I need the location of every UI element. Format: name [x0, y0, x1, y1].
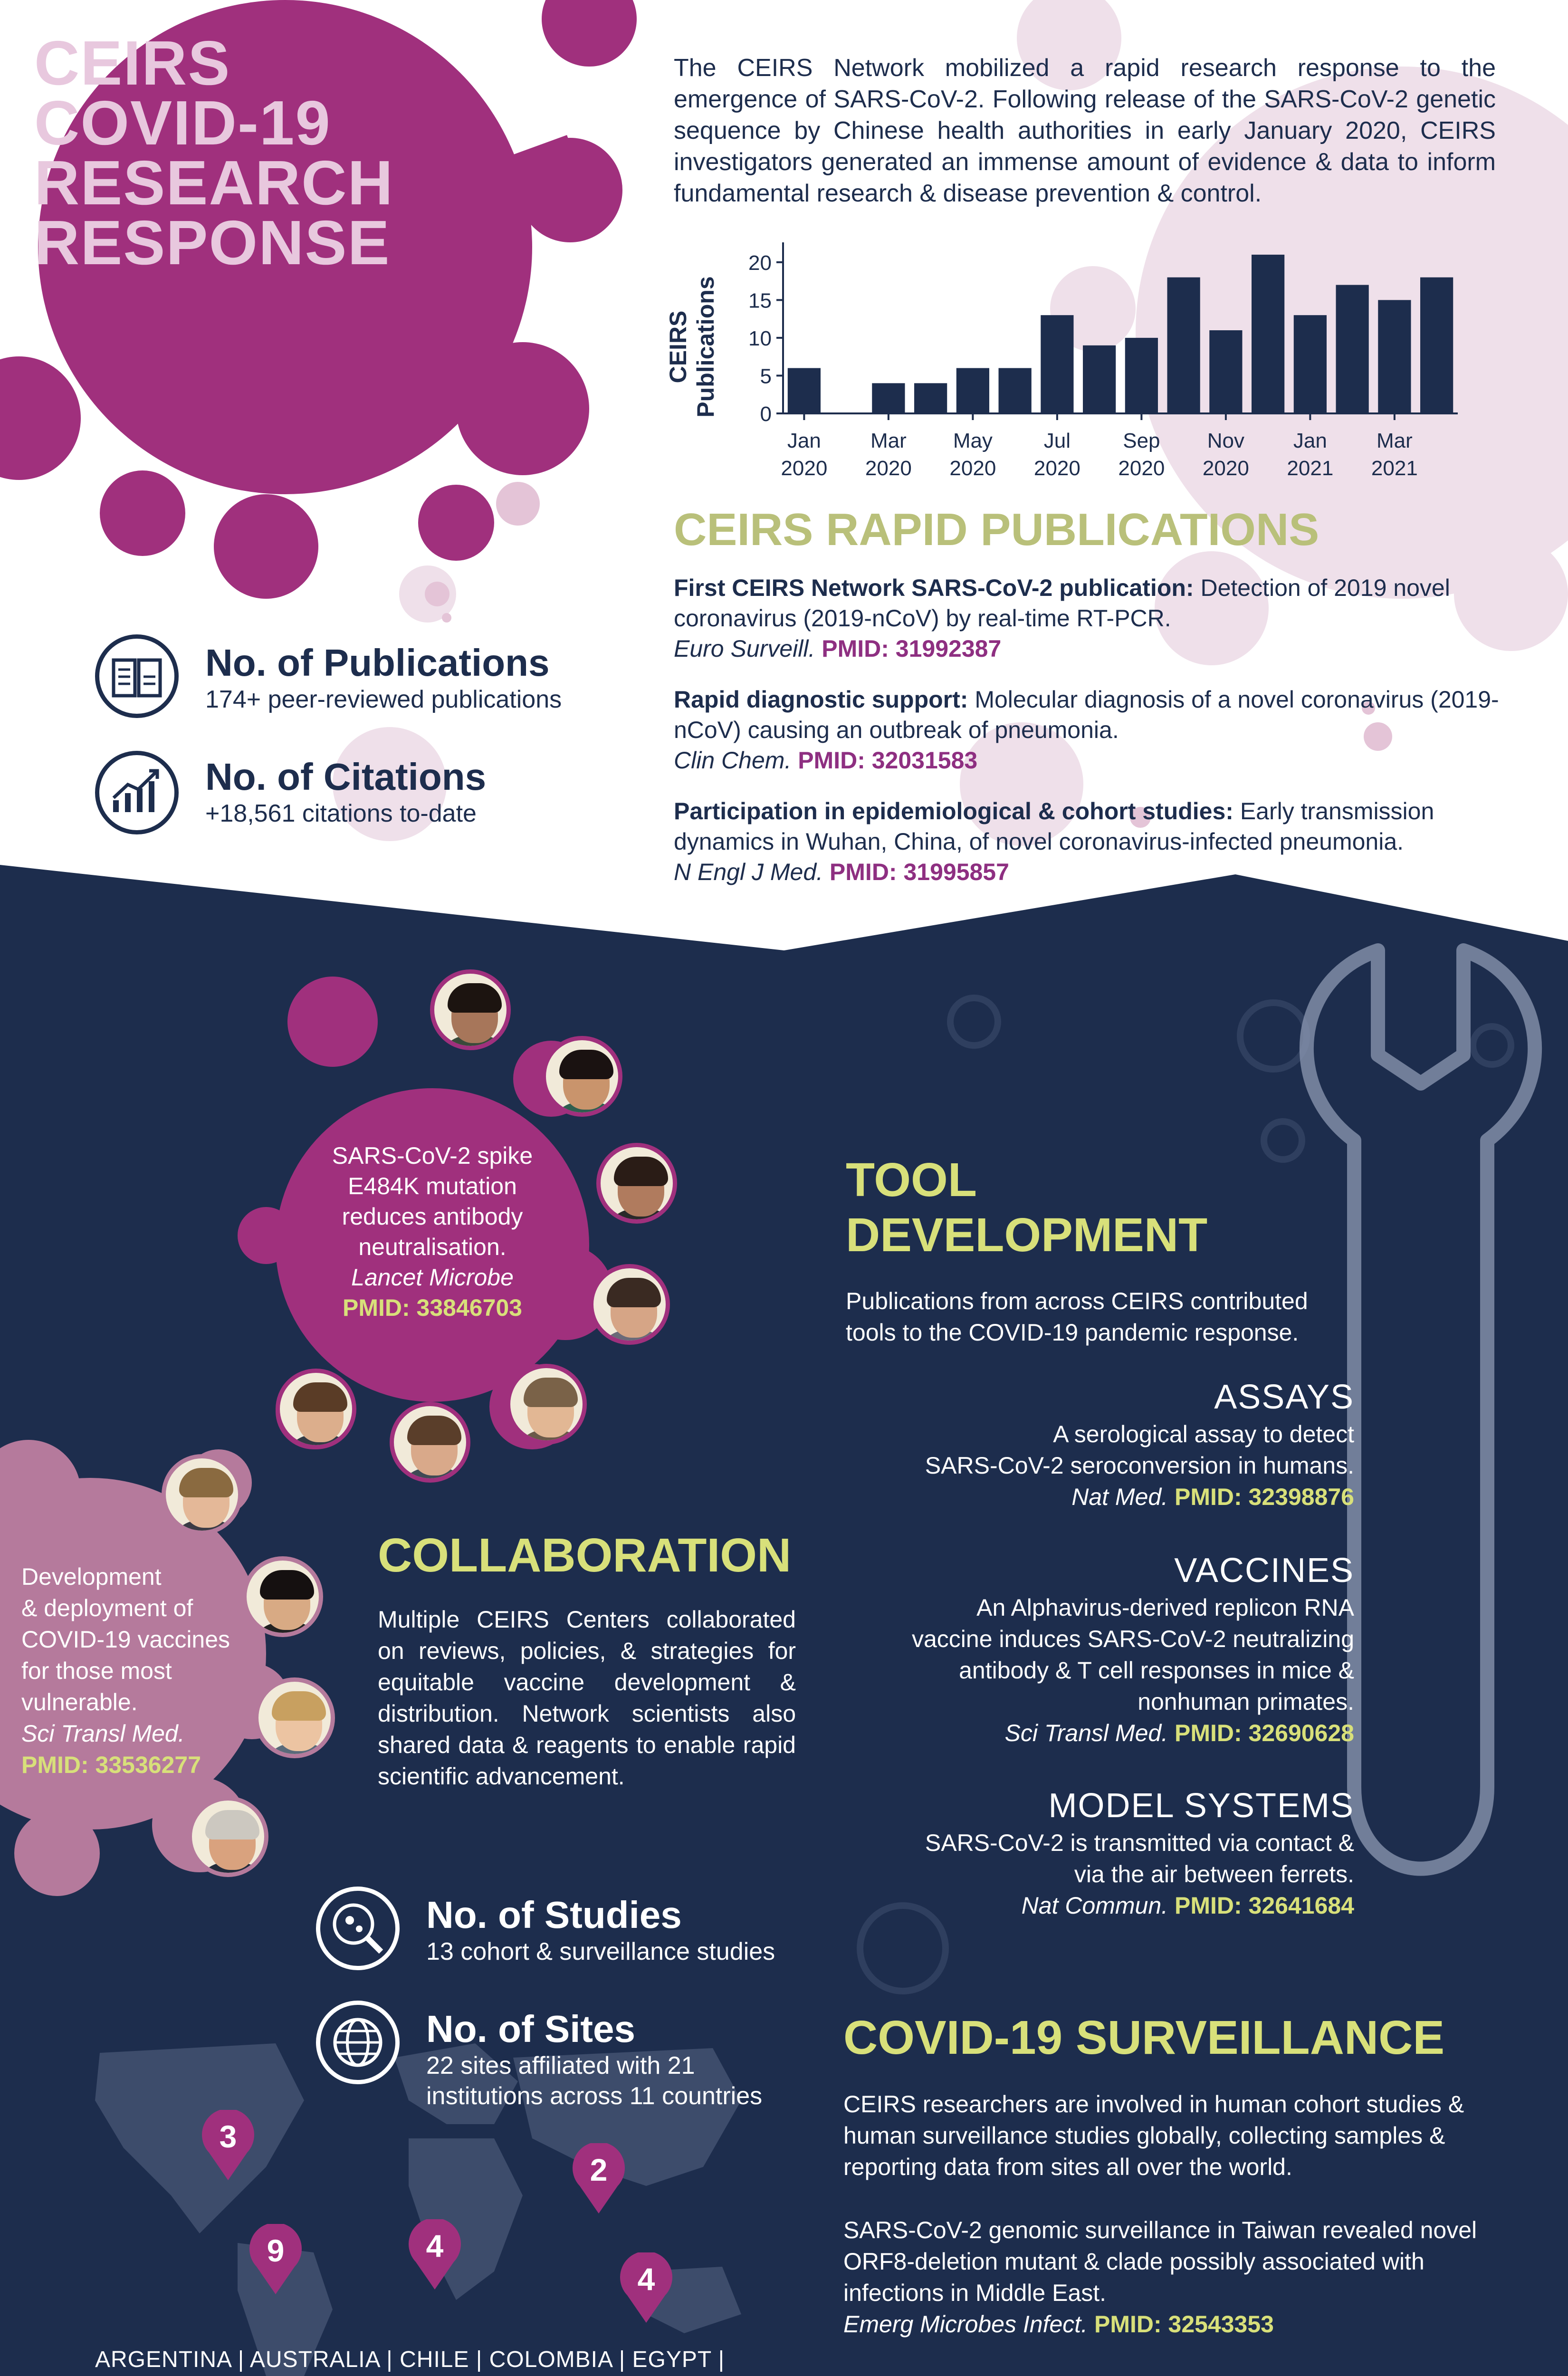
- avatar: [390, 1402, 470, 1483]
- chart-bar: [1041, 315, 1073, 413]
- virus-magnifier-icon: [316, 1887, 400, 1970]
- surveillance-heading: COVID-19 SURVEILLANCE: [843, 2011, 1445, 2064]
- chart-bar: [1252, 255, 1284, 413]
- avatar: [506, 1364, 587, 1445]
- chart-bar: [1167, 278, 1200, 413]
- tools-section-model-systems: MODEL SYSTEMS SARS-CoV-2 is transmitted via contact & via the air between ferrets. Nat Commun. PMID: 32641684: [760, 1784, 1354, 1921]
- x-tick-label: 2020: [949, 457, 996, 480]
- stat-citations: [205, 756, 633, 829]
- chart-bar: [914, 383, 947, 413]
- map-pin: 2: [570, 2143, 627, 2214]
- publication-item: Rapid diagnostic support: Molecular diagnosis of a novel coronavirus (2019-nCoV) causing an outbreak of pneumonia. Clin Chem. PMID: 32031583: [674, 686, 1499, 774]
- tools-heading: TOOL DEVELOPMENT: [846, 1153, 1208, 1262]
- stat-studies: [426, 1894, 854, 1967]
- map-pin: 9: [247, 2224, 304, 2295]
- collaboration-heading: COLLABORATION: [378, 1529, 792, 1582]
- stat-studies-heading: No. of Studies: [426, 1894, 682, 1936]
- publication-item: Participation in epidemiological & cohort studies: Early transmission dynamics in Wuhan, China, of novel coronavirus-infected pneumonia. N Engl J Med. PMID: 31995857: [674, 798, 1434, 885]
- y-tick-label: 0: [760, 402, 772, 426]
- avatar: [188, 1796, 268, 1877]
- stat-sites-sub: 22 sites affiliated with 21 institutions across 11 countries: [426, 2052, 763, 2110]
- surveillance-p2: SARS-CoV-2 genomic surveillance in Taiwan revealed novel ORF8-deletion mutant & clade possibly associated with infections in Middle East. Emerg Microbes Infect. PMID: 32543353: [843, 2217, 1477, 2338]
- x-tick-label: 2020: [865, 457, 912, 480]
- chart-bar: [999, 368, 1032, 413]
- x-tick-label: Sep: [1123, 429, 1160, 452]
- section-heading: VACCINES: [1174, 1552, 1354, 1590]
- avatar: [596, 1143, 677, 1224]
- book-icon: [95, 634, 179, 718]
- chart-bar: [1294, 315, 1327, 413]
- x-tick-label: 2020: [1033, 457, 1080, 480]
- stat-sites-heading: No. of Sites: [426, 2008, 636, 2050]
- chart-bar: [1378, 300, 1411, 413]
- chart-bar: [1420, 278, 1453, 413]
- x-tick-label: Mar: [870, 429, 907, 452]
- y-tick-label: 5: [760, 364, 772, 388]
- chart-bar: [872, 383, 905, 413]
- x-tick-label: Nov: [1207, 429, 1244, 452]
- stat-publications-heading: No. of Publications: [205, 642, 550, 684]
- x-tick-label: Mar: [1376, 429, 1413, 452]
- stat-citations-heading: No. of Citations: [205, 756, 487, 798]
- x-tick-label: 2021: [1371, 457, 1418, 480]
- publications-heading: CEIRS RAPID PUBLICATIONS: [674, 504, 1319, 555]
- page-title: CEIRS COVID-19 RESEARCH RESPONSE: [34, 28, 394, 278]
- intro-paragraph: The CEIRS Network mobilized a rapid research response to the emergence of SARS-CoV-2. Following release of the SARS-CoV-2 genetic sequence by Chinese health authorities in early January 2020, CEIRS investigators generated an immense amount of evidence & data to inform fundamental research & disease prevention & control.: [674, 54, 1496, 207]
- publications-chart: [665, 228, 1496, 494]
- section-heading: MODEL SYSTEMS: [1048, 1787, 1354, 1825]
- growth-chart-icon: [95, 751, 179, 834]
- avatar: [162, 1454, 242, 1535]
- x-tick-label: Jan: [1293, 429, 1327, 452]
- x-tick-label: May: [953, 429, 993, 452]
- map-pin: 4: [406, 2219, 463, 2290]
- chart-plot: [674, 228, 1496, 494]
- collaboration-text: Multiple CEIRS Centers collaborated on reviews, policies, & strategies for equitable vaccine development & distribution. Network scientists also shared data & reagents to enable rapid scientific advancement.: [378, 1606, 796, 1790]
- chart-bar: [788, 368, 821, 413]
- chart-bar: [1336, 285, 1369, 413]
- x-tick-label: Jul: [1043, 429, 1071, 452]
- x-tick-label: 2020: [1202, 457, 1249, 480]
- x-tick-label: 2021: [1287, 457, 1334, 480]
- y-tick-label: 10: [748, 326, 772, 350]
- surveillance-p1: CEIRS researchers are involved in human cohort studies & human surveillance studies globally, collecting samples & reporting data from sites all over the world.: [843, 2091, 1464, 2180]
- publication-item: First CEIRS Network SARS-CoV-2 publication: Detection of 2019 novel coronavirus (2019-nCoV) by real-time RT-PCR. Euro Surveill. PMID: 31992387: [674, 575, 1450, 662]
- tools-section-vaccines: VACCINES An Alphavirus-derived replicon RNA vaccine induces SARS-CoV-2 neutralizing antibody & T cell responses in mice & nonhuman primates. Sci Transl Med. PMID: 32690628: [760, 1549, 1354, 1749]
- stat-studies-sub: 13 cohort & surveillance studies: [426, 1938, 775, 1965]
- avatar: [242, 1556, 323, 1637]
- vaccine-callout: Development & deployment of COVID-19 vaccines for those most vulnerable. Sci Transl Med. PMID: 33536277: [21, 1563, 230, 1778]
- chart-bar: [1083, 345, 1116, 413]
- x-tick-label: 2020: [1118, 457, 1165, 480]
- countries-list: ARGENTINA | AUSTRALIA | CHILE | COLOMBIA | EGYPT |: [95, 2347, 725, 2372]
- section-heading: ASSAYS: [1214, 1378, 1354, 1416]
- chart-y-axis-label: CEIRS Publications: [665, 276, 719, 418]
- avatar: [254, 1677, 335, 1758]
- x-tick-label: Jan: [787, 429, 821, 452]
- chart-bar: [956, 368, 989, 413]
- tools-intro: Publications from across CEIRS contributed tools to the COVID-19 pandemic response.: [846, 1288, 1308, 1346]
- map-pin: 3: [200, 2110, 257, 2181]
- tools-section-assays: ASSAYS A serological assay to detect SARS-CoV-2 seroconversion in humans. Nat Med. PMID: 32398876: [760, 1376, 1354, 1513]
- stat-publications: [205, 642, 633, 715]
- chart-bar: [1209, 330, 1242, 413]
- chart-bar: [1125, 338, 1158, 413]
- stat-sites: [426, 2008, 854, 2111]
- stat-citations-sub: +18,561 citations to-date: [205, 800, 477, 827]
- avatar: [276, 1369, 356, 1449]
- spike-callout: SARS-CoV-2 spike E484K mutation reduces antibody neutralisation. Lancet Microbe PMID: 33846703: [332, 1142, 533, 1321]
- map-pin: 4: [618, 2252, 675, 2324]
- stat-publications-sub: 174+ peer-reviewed publications: [205, 686, 562, 713]
- y-tick-label: 15: [748, 289, 772, 313]
- x-tick-label: 2020: [781, 457, 828, 480]
- avatar: [589, 1264, 670, 1345]
- avatar: [430, 969, 511, 1050]
- avatar: [542, 1036, 622, 1117]
- globe-icon: [316, 2001, 400, 2084]
- y-tick-label: 20: [748, 251, 772, 275]
